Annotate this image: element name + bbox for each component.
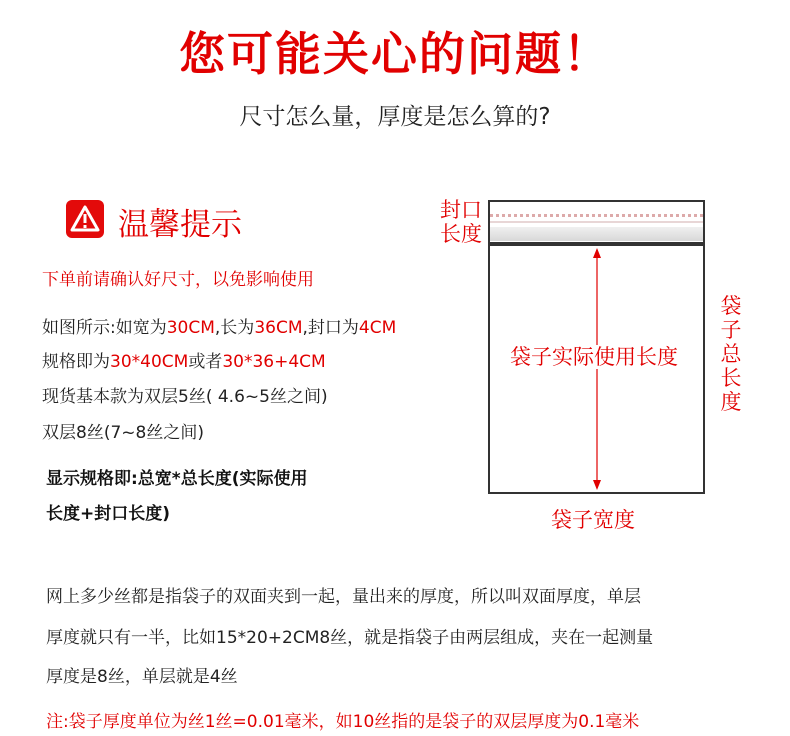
tips-line-1 <box>42 313 396 338</box>
seal-adhesive-line <box>490 221 703 223</box>
tips-line-4: 双层8丝(7~8丝之间) <box>42 423 204 443</box>
total-length-label <box>719 294 743 414</box>
bag-width-label: 袋子宽度 <box>551 508 635 532</box>
total-length-char: 总 <box>720 342 742 366</box>
explanation-line-1: 网上多少丝都是指袋子的双面夹到一起，量出来的厚度，所以叫双面厚度，单层 <box>46 587 641 607</box>
page-subtitle: 尺寸怎么量，厚度是怎么算的? <box>239 104 551 130</box>
explanation-line-3: 厚度是8丝，单层就是4丝 <box>46 667 238 687</box>
line1-seal-value: 4CM <box>358 318 397 338</box>
line1-text-c: ,长为 <box>214 318 255 338</box>
seal-print-line <box>490 214 703 217</box>
warning-icon <box>66 200 104 238</box>
line2-spec-b: 30*36+4CM <box>222 352 326 372</box>
line2-text-c: 或者 <box>188 352 223 372</box>
total-length-char: 袋 <box>720 294 742 318</box>
line2-spec-a: 30*40CM <box>110 352 189 372</box>
line1-length-value: 36CM <box>254 318 303 338</box>
total-length-char: 度 <box>720 390 742 414</box>
line2-text-a: 规格即为 <box>42 352 110 372</box>
total-length-char: 子 <box>720 318 742 342</box>
seal-shade <box>490 227 703 241</box>
tips-line-2 <box>42 347 326 372</box>
tips-title: 温馨提示 <box>118 207 242 243</box>
page-title: 您可能关心的问题！ <box>179 27 611 81</box>
line1-width-value: 30CM <box>166 318 215 338</box>
seal-length-label-2: 长度 <box>440 222 482 246</box>
usable-length-label: 袋子实际使用长度 <box>510 345 678 369</box>
seal-length-label-1: 封口 <box>440 198 482 222</box>
tips-warning: 下单前请确认好尺寸，以免影响使用 <box>42 270 314 290</box>
explanation-line-2: 厚度就只有一半，比如15*20+2CM8丝，就是指袋子由两层组成，夹在一起测量 <box>46 628 654 648</box>
spec-explanation-1: 显示规格即:总宽*总长度(实际使用 <box>46 469 308 489</box>
total-length-char: 长 <box>720 366 742 390</box>
spec-explanation-2: 长度+封口长度) <box>46 504 171 524</box>
line1-text-a: 如图所示:如宽为 <box>42 318 167 338</box>
tips-line-3: 现货基本款为双层5丝( 4.6~5丝之间) <box>42 387 328 407</box>
thickness-note: 注:袋子厚度单位为丝1丝=0.01毫米，如10丝指的是袋子的双层厚度为0.1毫米 <box>46 712 640 732</box>
line1-text-e: ,封口为 <box>302 318 359 338</box>
